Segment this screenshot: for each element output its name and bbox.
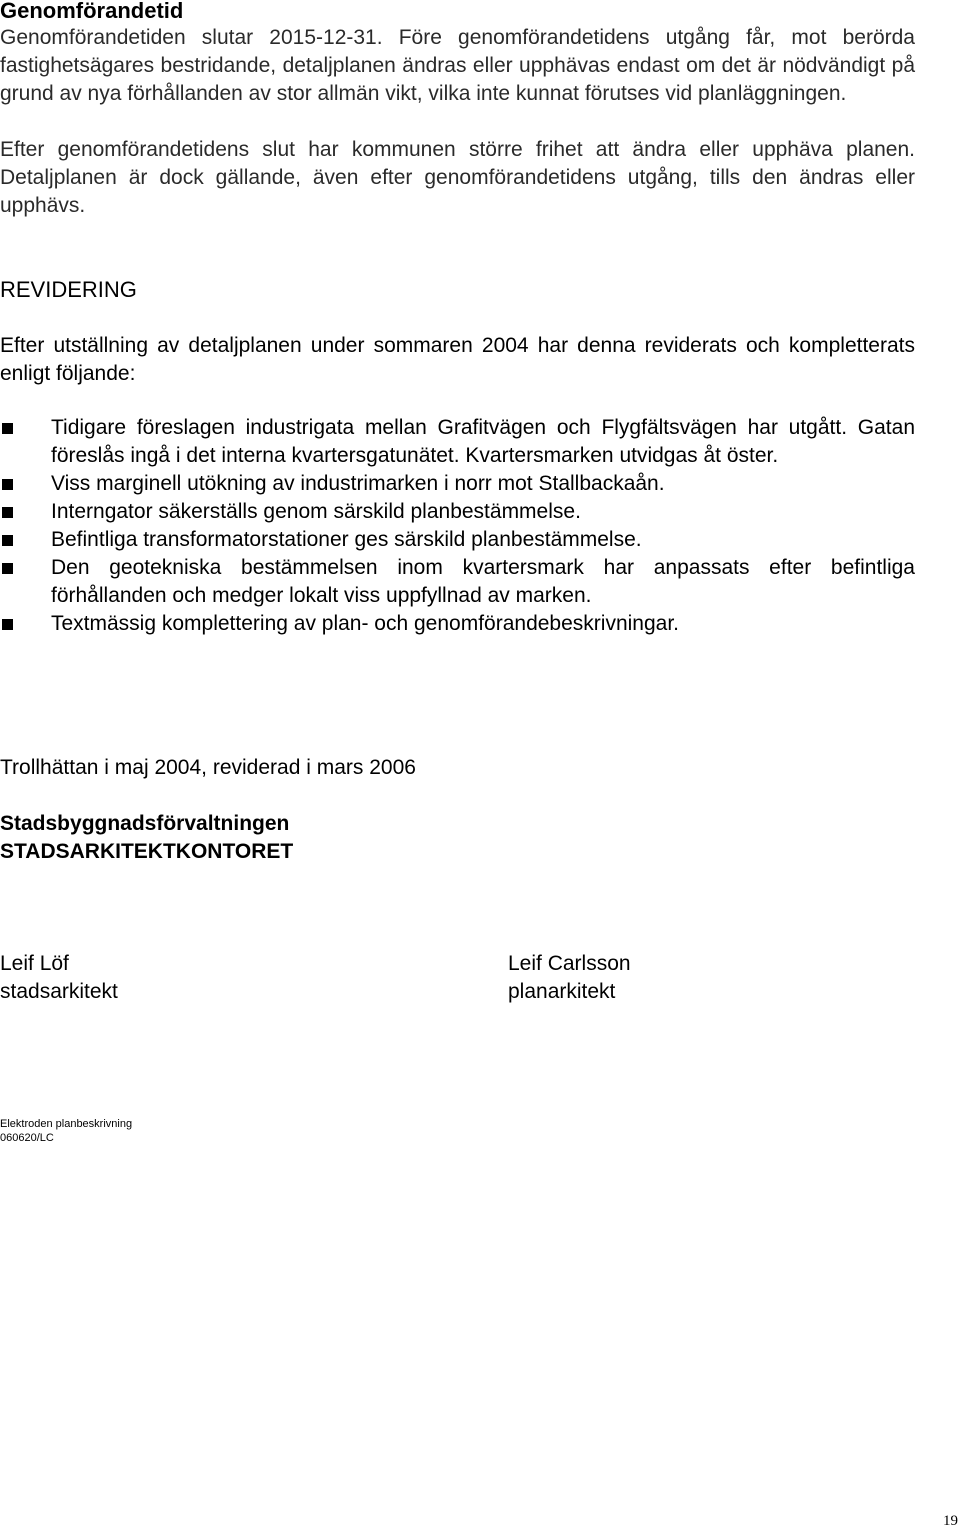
list-item-text: Textmässig komplettering av plan- och genomförandebeskrivningar. <box>51 612 680 635</box>
square-bullet-icon <box>2 479 13 490</box>
list-item <box>0 414 915 470</box>
office-name: STADSARKITEKTKONTORET <box>0 840 294 863</box>
list-item-text: Tidigare föreslagen industrigata mellan Grafitvägen och Flygfältsvägen har utgått. Gatan föreslås ingå i det interna kvartersgatunätet. Kvartersmarken utvidgas åt öster. <box>51 416 915 467</box>
square-bullet-icon <box>2 423 13 434</box>
square-bullet-icon <box>2 535 13 546</box>
paragraph-genomforandetid-2: Efter genomförandetidens slut har kommunen större frihet att ändra eller upphäva planen. Detaljplanen är dock gällande, även efter genomförandetidens utgång, tills den ändras eller upphävs. <box>0 138 915 217</box>
paragraph-genomforandetid-1: Genomförandetiden slutar 2015-12-31. Före genomförandetidens utgång får, mot berörda fastighetsägares bestridande, detaljplanen ändras eller upphävas endast om det är nödvändigt på grund av nya förhållanden av stor allmän vikt, vilka inte kunnat förutses vid planläggningen. <box>0 26 915 105</box>
place-date-line: Trollhättan i maj 2004, reviderad i mars 2006 <box>0 756 416 779</box>
list-item <box>0 526 915 554</box>
square-bullet-icon <box>2 507 13 518</box>
section-heading-revidering: REVIDERING <box>0 277 137 302</box>
signature-block-1 <box>0 950 118 1006</box>
list-item-text: Viss marginell utökning av industrimarken i norr mot Stallbackaån. <box>51 472 665 495</box>
revision-list <box>0 414 915 638</box>
footer-file-name: Elektroden planbeskrivning <box>0 1118 133 1130</box>
square-bullet-icon <box>2 563 13 574</box>
document-footer <box>0 1117 132 1145</box>
signatory-title: planarkitekt <box>508 980 616 1003</box>
paragraph-revidering-intro: Efter utställning av detaljplanen under sommaren 2004 har denna reviderats och kompletterats enligt följande: <box>0 334 915 385</box>
list-item <box>0 498 915 526</box>
page-number: 19 <box>943 1513 958 1529</box>
list-item <box>0 610 915 638</box>
list-item-text: Den geotekniska bestämmelsen inom kvartersmark har anpassats efter befintliga förhållanden och medger lokalt viss uppfyllnad av marken. <box>51 556 915 607</box>
section-heading-genomforandetid: Genomförandetid <box>0 0 184 23</box>
list-item-text: Interngator säkerställs genom särskild planbestämmelse. <box>51 500 581 523</box>
signature-block-2 <box>508 950 631 1006</box>
list-item <box>0 554 915 610</box>
signatory-title: stadsarkitekt <box>0 980 118 1003</box>
square-bullet-icon <box>2 619 13 630</box>
list-item-text: Befintliga transformatorstationer ges särskild planbestämmelse. <box>51 528 642 551</box>
signatory-name: Leif Carlsson <box>508 952 631 975</box>
organization-name: Stadsbyggnadsförvaltningen <box>0 812 290 835</box>
footer-ref-code: 060620/LC <box>0 1132 54 1144</box>
signatory-name: Leif Löf <box>0 952 69 975</box>
list-item <box>0 470 915 498</box>
